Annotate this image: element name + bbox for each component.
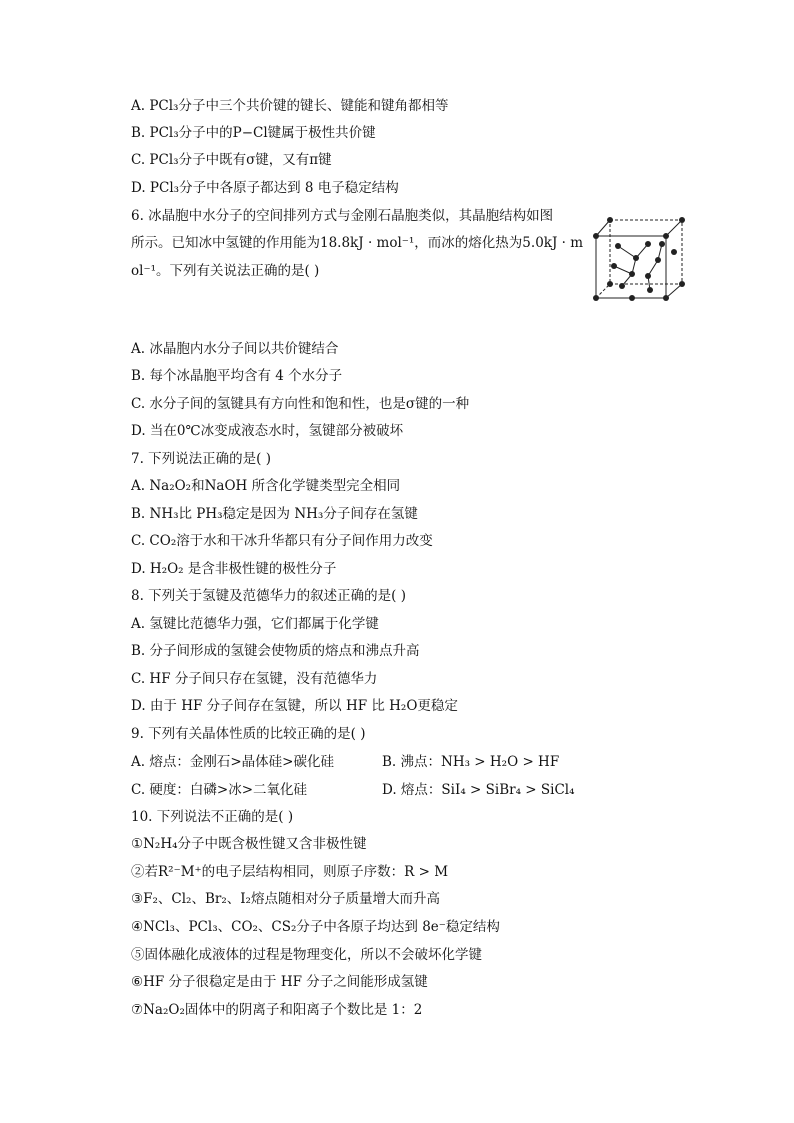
- q10-item-3: ③F₂、Cl₂、Br₂、I₂熔点随相对分子质量增大而升高: [131, 891, 440, 907]
- q7-option-b: B. NH₃比 PH₃稳定是因为 NH₃分子间存在氢键: [131, 506, 418, 522]
- q9-option-a: A. 熔点：金刚石>晶体硅>碳化硅: [131, 754, 334, 770]
- q5-option-d: D. PCl₃分子中各原子都达到 8 电子稳定结构: [131, 180, 399, 196]
- q7-option-d: D. H₂O₂ 是含非极性键的极性分子: [131, 561, 337, 577]
- q9-stem: 9. 下列有关晶体性质的比较正确的是( ): [131, 726, 366, 742]
- q6-stem-line1: 6. 冰晶胞中水分子的空间排列方式与金刚石晶胞类似，其晶胞结构如图: [131, 208, 554, 224]
- q8-option-d: D. 由于 HF 分子间存在氢键，所以 HF 比 H₂O更稳定: [131, 698, 458, 714]
- q10-stem: 10. 下列说法不正确的是( ): [131, 809, 294, 825]
- q6-option-d: D. 当在0℃冰变成液态水时，氢键部分被破坏: [131, 423, 404, 439]
- q9-option-d: D. 熔点：SiI₄ > SiBr₄ > SiCl₄: [382, 782, 575, 798]
- q7-stem: 7. 下列说法正确的是( ): [131, 451, 271, 467]
- q10-item-5: ⑤固体融化成液体的过程是物理变化，所以不会破坏化学键: [131, 947, 482, 963]
- q8-stem: 8. 下列关于氢键及范德华力的叙述正确的是( ): [131, 588, 406, 604]
- q6-option-a: A. 冰晶胞内水分子间以共价键结合: [131, 341, 339, 357]
- ice-unit-cell-figure: [588, 214, 688, 304]
- q10-item-1: ①N₂H₄分子中既含极性键又含非极性键: [131, 836, 367, 852]
- q8-option-a: A. 氢键比范德华力强，它们都属于化学键: [131, 616, 379, 632]
- q6-stem-line2: 所示。已知冰中氢键的作用能为18.8kJ · mol⁻¹，而冰的熔化热为5.0kJ · m: [131, 235, 584, 251]
- q5-option-a: A. PCl₃分子中三个共价键的键长、键能和键角都相等: [131, 98, 449, 114]
- q9-option-c: C. 硬度：白磷>冰>二氧化硅: [131, 782, 308, 798]
- q5-option-c: C. PCl₃分子中既有σ键，又有π键: [131, 152, 332, 168]
- q8-option-c: C. HF 分子间只存在氢键，没有范德华力: [131, 671, 378, 687]
- q10-item-4: ④NCl₃、PCl₃、CO₂、CS₂分子中各原子均达到 8e⁻稳定结构: [131, 919, 500, 935]
- q10-item-2: ②若R²⁻M⁺的电子层结构相同，则原子序数：R > M: [131, 864, 449, 880]
- q5-option-b: B. PCl₃分子中的P−Cl键属于极性共价键: [131, 125, 376, 141]
- q6-option-b: B. 每个冰晶胞平均含有 4 个水分子: [131, 368, 343, 384]
- q6-stem-line3: ol⁻¹。下列有关说法正确的是( ): [131, 263, 320, 279]
- q8-option-b: B. 分子间形成的氢键会使物质的熔点和沸点升高: [131, 643, 420, 659]
- q7-option-c: C. CO₂溶于水和干冰升华都只有分子间作用力改变: [131, 533, 433, 549]
- q9-option-b: B. 沸点：NH₃ > H₂O > HF: [382, 754, 560, 770]
- q7-option-a: A. Na₂O₂和NaOH 所含化学键类型完全相同: [131, 478, 401, 494]
- q10-item-6: ⑥HF 分子很稳定是由于 HF 分子之间能形成氢键: [131, 974, 428, 990]
- q6-option-c: C. 水分子间的氢键具有方向性和饱和性，也是σ键的一种: [131, 396, 470, 412]
- q10-item-7: ⑦Na₂O₂固体中的阴离子和阳离子个数比是 1：2: [131, 1002, 423, 1018]
